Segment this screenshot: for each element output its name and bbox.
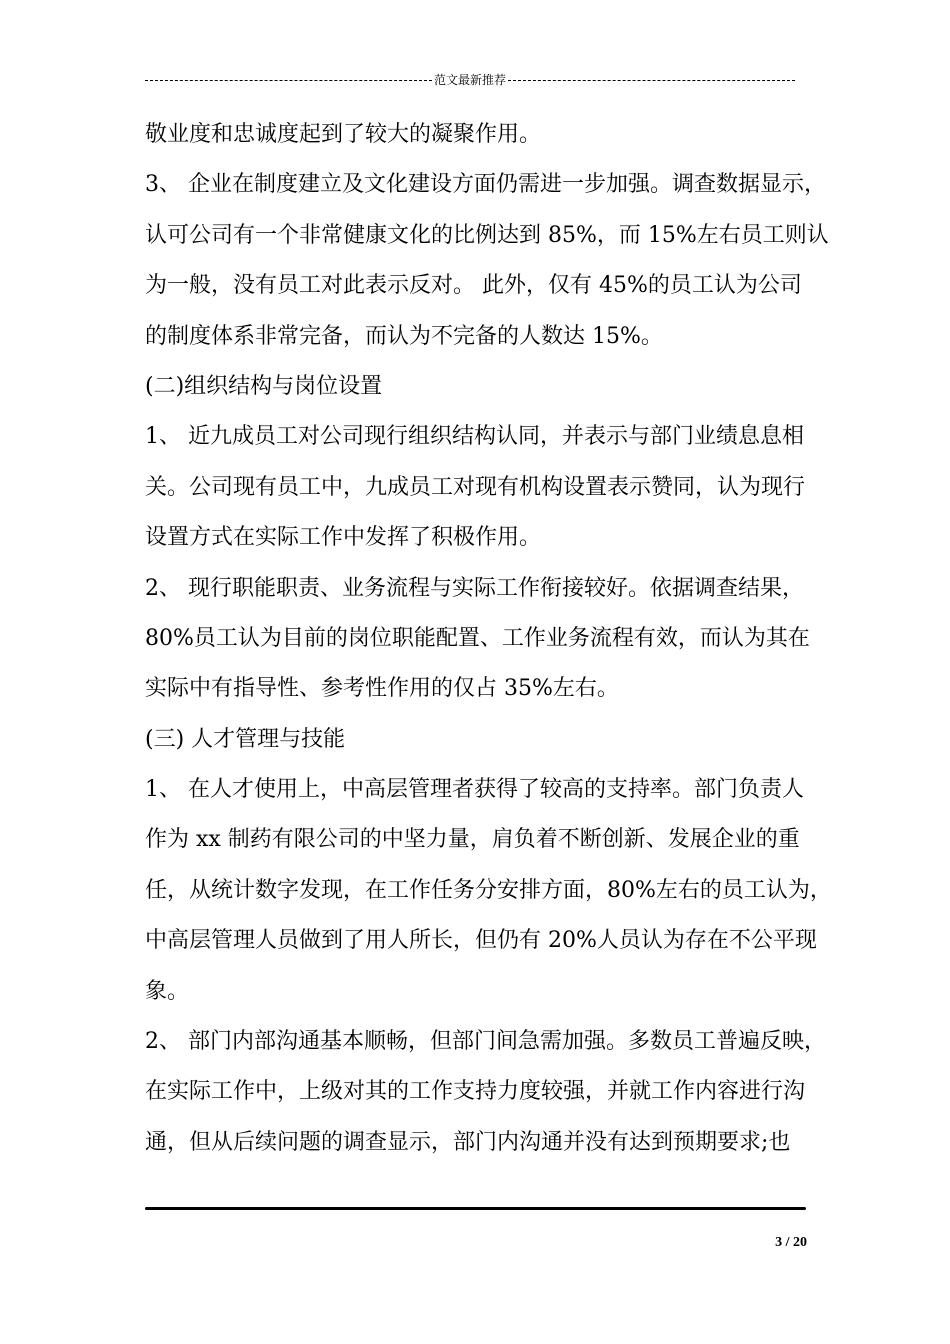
body-line: 认可公司有一个非常健康文化的比例达到 85%，而 15%左右员工则认: [145, 222, 829, 248]
body-line: 1、 近九成员工对公司现行组织结构认同，并表示与部门业绩息息相: [145, 424, 804, 450]
body-line: 在实际工作中，上级对其的工作支持力度较强，并就工作内容进行沟: [145, 1079, 806, 1105]
body-line: 1、 在人才使用上，中高层管理者获得了较高的支持率。部门负责人: [145, 777, 804, 803]
page-number: 3 / 20: [775, 1235, 807, 1250]
section-heading: (三) 人才管理与技能: [145, 726, 346, 752]
header-dash-left: [145, 80, 432, 81]
header-dash-right: [508, 80, 795, 81]
body-line: 作为 xx 制药有限公司的中坚力量，肩负着不断创新、发展企业的重: [145, 827, 800, 853]
document-body: [145, 110, 832, 1168]
body-line: 3、 企业在制度建立及文化建设方面仍需进一步加强。调查数据显示，: [145, 172, 826, 198]
body-line: 的制度体系非常完备，而认为不完备的人数达 15%。: [145, 323, 663, 349]
body-line: 敬业度和忠诚度起到了较大的凝聚作用。: [145, 122, 542, 147]
page-header: [145, 72, 795, 88]
header-title: 范文最新推荐: [434, 73, 507, 87]
body-line: 关。公司现有员工中，九成员工对现有机构设置表示赞同，认为现行: [145, 474, 806, 500]
footer-divider: [145, 1207, 806, 1210]
body-line: 中高层管理人员做到了用人所长，但仍有 20%人员认为存在不公平现: [145, 928, 817, 954]
body-line: 2、 现行职能职责、业务流程与实际工作衔接较好。依据调查结果，: [145, 575, 804, 601]
body-line: 80%员工认为目前的岗位职能配置、工作业务流程有效，而认为其在: [145, 625, 810, 651]
body-line: 2、 部门内部沟通基本顺畅，但部门间急需加强。多数员工普遍反映，: [145, 1029, 826, 1055]
body-line: 象。: [145, 978, 190, 1004]
body-line: 任，从统计数字发现，在工作任务分安排方面，80%左右的员工认为，: [145, 877, 832, 903]
body-line: 通，但从后续问题的调查显示，部门内沟通并没有达到预期要求;也: [145, 1129, 791, 1155]
body-line: 设置方式在实际工作中发挥了积极作用。: [145, 525, 542, 551]
section-heading: (二)组织结构与岗位设置: [145, 373, 383, 399]
body-line: 为一般，没有员工对此表示反对。 此外，仅有 45%的员工认为公司: [145, 273, 802, 299]
body-line: 实际中有指导性、参考性作用的仅占 35%左右。: [145, 676, 619, 702]
